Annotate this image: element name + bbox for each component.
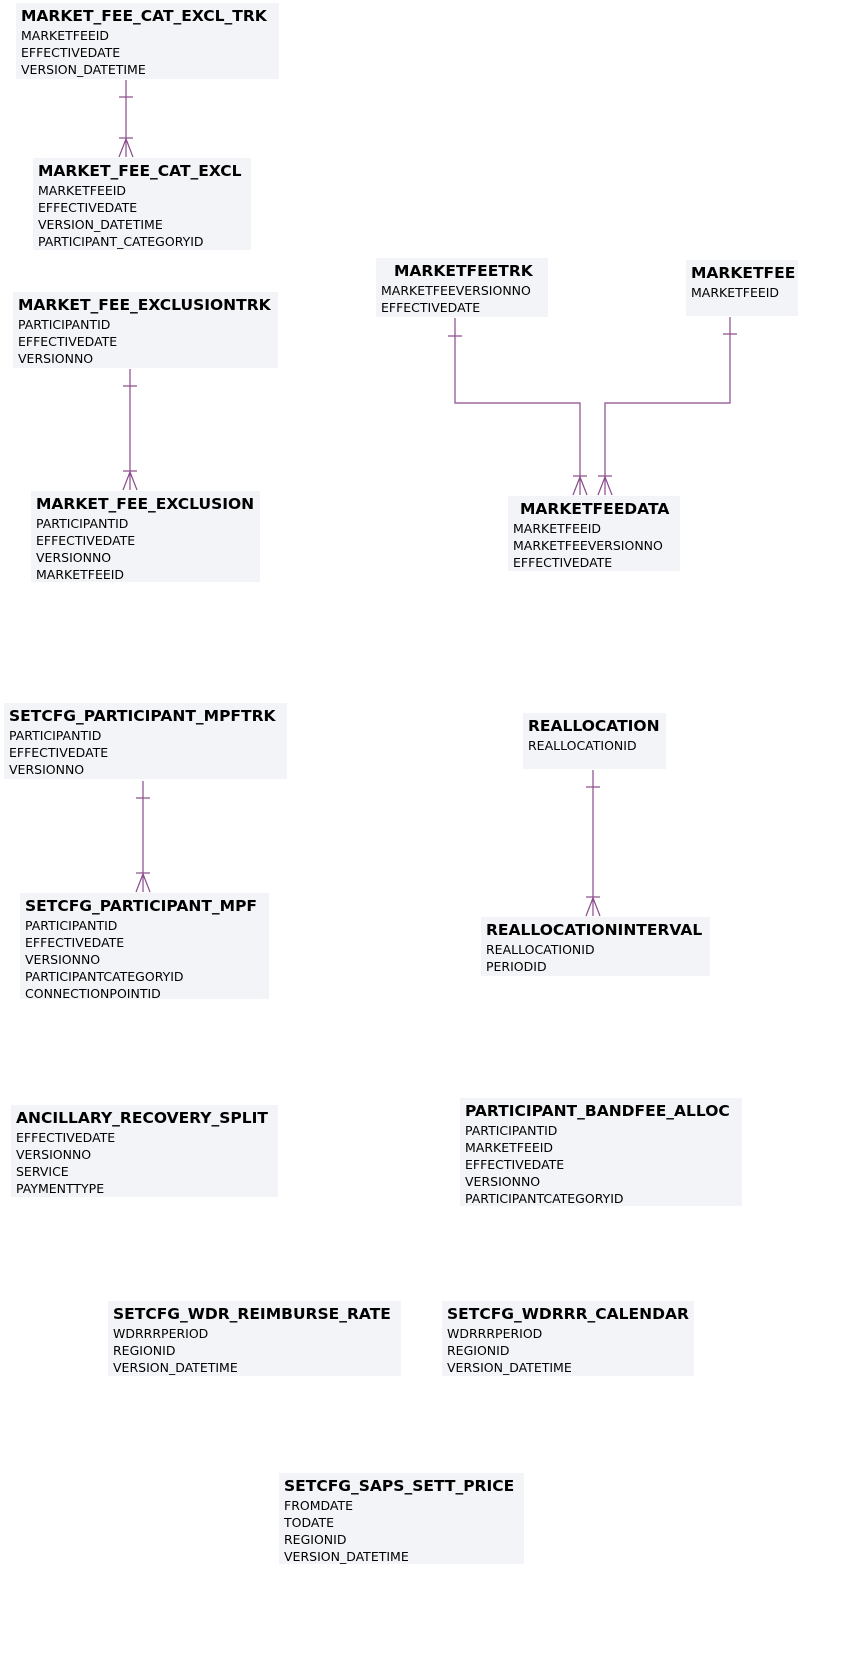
- entity-title: SETCFG_PARTICIPANT_MPF: [25, 897, 258, 915]
- entity-title: SETCFG_PARTICIPANT_MPFTRK: [9, 707, 276, 725]
- entity-field: WDRRRPERIOD: [447, 1326, 543, 1341]
- entity-setcfg-wdrrr-calendar[interactable]: [442, 1301, 694, 1376]
- rel-marketfee-line: [605, 317, 730, 495]
- entity-title: MARKET_FEE_CAT_EXCL_TRK: [21, 7, 267, 25]
- entity-marketfeetrk[interactable]: [376, 258, 548, 317]
- entity-field: MARKETFEEID: [36, 567, 125, 582]
- entity-field: VERSION_DATETIME: [284, 1549, 409, 1564]
- entity-field: PARTICIPANTID: [36, 516, 129, 531]
- entity-title: ANCILLARY_RECOVERY_SPLIT: [16, 1109, 268, 1127]
- entity-setcfg-saps-sett-price[interactable]: [279, 1473, 524, 1564]
- entity-field: REGIONID: [113, 1343, 176, 1358]
- entity-field: PARTICIPANTID: [9, 728, 102, 743]
- entity-field: SERVICE: [16, 1164, 69, 1179]
- entity-market-fee-cat-excl[interactable]: [33, 158, 251, 250]
- entity-market-fee-exclusion[interactable]: [31, 491, 260, 582]
- entity-setcfg-wdr-reimburse-rate[interactable]: [108, 1301, 401, 1376]
- entity-field: VERSION_DATETIME: [447, 1360, 572, 1375]
- entity-marketfeedata[interactable]: [508, 496, 680, 571]
- entity-title: MARKET_FEE_EXCLUSIONTRK: [18, 296, 271, 314]
- entity-field: REGIONID: [447, 1343, 510, 1358]
- entity-field: EFFECTIVEDATE: [513, 555, 613, 570]
- entity-field: PAYMENTTYPE: [16, 1181, 105, 1196]
- entity-field: EFFECTIVEDATE: [21, 45, 121, 60]
- entity-title: SETCFG_SAPS_SETT_PRICE: [284, 1477, 515, 1495]
- entity-title: MARKETFEETRK: [394, 262, 533, 280]
- entity-title: MARKET_FEE_EXCLUSION: [36, 495, 255, 513]
- entity-field: EFFECTIVEDATE: [465, 1157, 565, 1172]
- rel-feetrk-line: [455, 318, 580, 495]
- entity-market-fee-exclusiontrk[interactable]: [13, 292, 278, 368]
- entity-field: EFFECTIVEDATE: [381, 300, 481, 315]
- entity-title: PARTICIPANT_BANDFEE_ALLOC: [465, 1102, 730, 1120]
- entity-setcfg-participant-mpf[interactable]: [20, 893, 269, 999]
- entity-field: PARTICIPANTID: [465, 1123, 558, 1138]
- entity-field: EFFECTIVEDATE: [25, 935, 125, 950]
- entity-field: MARKETFEEVERSIONNO: [381, 283, 531, 298]
- entity-field: VERSIONNO: [18, 351, 94, 366]
- entity-field: VERSION_DATETIME: [113, 1360, 238, 1375]
- entity-field: REGIONID: [284, 1532, 347, 1547]
- entity-field: MARKETFEEVERSIONNO: [513, 538, 663, 553]
- entity-ancillary-recovery-split[interactable]: [11, 1105, 278, 1197]
- entity-field: PERIODID: [486, 959, 547, 974]
- entity-field: VERSIONNO: [36, 550, 112, 565]
- entity-reallocation[interactable]: [523, 713, 666, 769]
- entity-title: MARKETFEEDATA: [520, 500, 670, 518]
- entity-field: VERSION_DATETIME: [21, 62, 146, 77]
- entity-field: PARTICIPANTCATEGORYID: [465, 1191, 624, 1206]
- entity-title: SETCFG_WDRRR_CALENDAR: [447, 1305, 689, 1323]
- entity-field: MARKETFEEID: [691, 285, 780, 300]
- entity-title: SETCFG_WDR_REIMBURSE_RATE: [113, 1305, 391, 1323]
- entity-title: MARKET_FEE_CAT_EXCL: [38, 162, 242, 180]
- entity-field: MARKETFEEID: [465, 1140, 554, 1155]
- entity-field: REALLOCATIONID: [486, 942, 595, 957]
- entity-field: WDRRRPERIOD: [113, 1326, 209, 1341]
- entity-field: VERSIONNO: [465, 1174, 541, 1189]
- entity-participant-bandfee-alloc[interactable]: [460, 1098, 742, 1206]
- entity-field: VERSION_DATETIME: [38, 217, 163, 232]
- entity-field: EFFECTIVEDATE: [16, 1130, 116, 1145]
- entity-field: EFFECTIVEDATE: [38, 200, 138, 215]
- entity-field: FROMDATE: [284, 1498, 354, 1513]
- entity-title: REALLOCATION: [528, 717, 660, 735]
- entity-title: MARKETFEE: [691, 264, 796, 282]
- entity-reallocationinterval[interactable]: [481, 917, 710, 976]
- entity-field: EFFECTIVEDATE: [9, 745, 109, 760]
- entity-field: VERSIONNO: [9, 762, 85, 777]
- entity-field: EFFECTIVEDATE: [36, 533, 136, 548]
- entity-field: MARKETFEEID: [21, 28, 110, 43]
- entity-market-fee-cat-excl-trk[interactable]: [16, 3, 279, 79]
- entity-field: VERSIONNO: [16, 1147, 92, 1162]
- entity-field: EFFECTIVEDATE: [18, 334, 118, 349]
- entity-field: REALLOCATIONID: [528, 738, 637, 753]
- entity-field: PARTICIPANT_CATEGORYID: [38, 234, 204, 249]
- entity-field: MARKETFEEID: [38, 183, 127, 198]
- entity-field: CONNECTIONPOINTID: [25, 986, 161, 1001]
- entity-title: REALLOCATIONINTERVAL: [486, 921, 703, 939]
- entity-setcfg-participant-mpftrk[interactable]: [4, 703, 287, 779]
- entity-field: PARTICIPANTCATEGORYID: [25, 969, 184, 984]
- entity-field: VERSIONNO: [25, 952, 101, 967]
- entity-marketfee[interactable]: [686, 260, 798, 316]
- entity-field: PARTICIPANTID: [25, 918, 118, 933]
- entity-field: MARKETFEEID: [513, 521, 602, 536]
- entity-field: PARTICIPANTID: [18, 317, 111, 332]
- entity-field: TODATE: [284, 1515, 334, 1530]
